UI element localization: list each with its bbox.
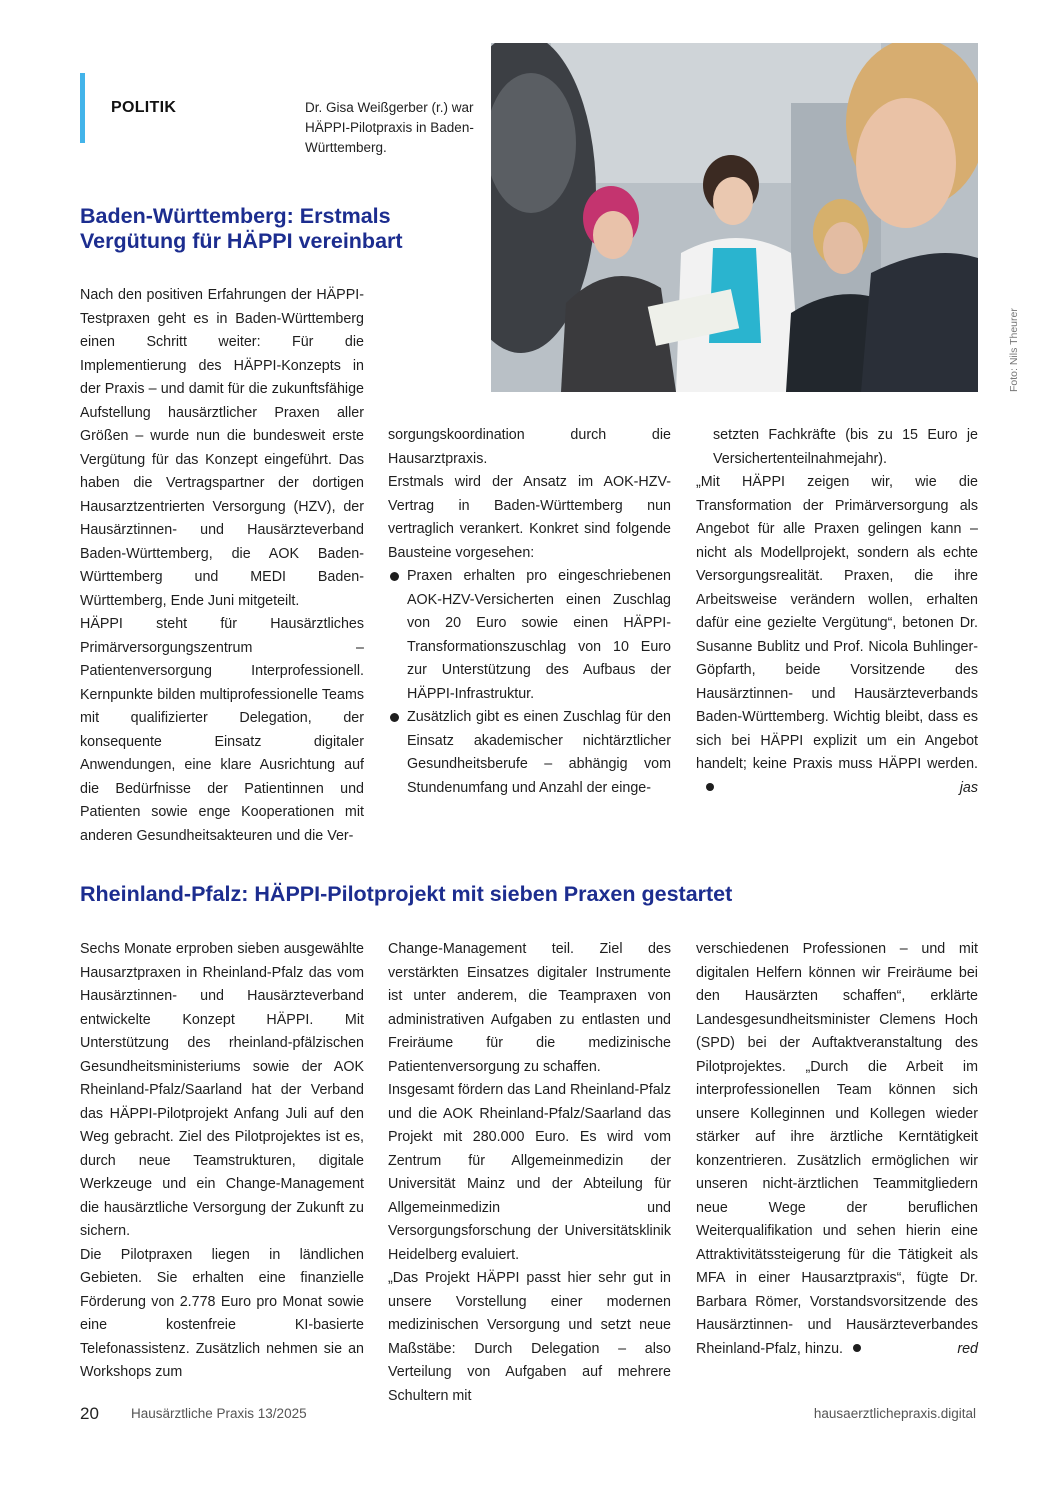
section-label: POLITIK — [111, 99, 177, 116]
website-url[interactable]: hausaerztlichepraxis.digital — [813, 1406, 976, 1421]
article2-column-3 — [696, 938, 978, 1361]
article1-col1-paragraph-2: HÄPPI steht für Hausärztliches Primärversorgungszentrum – Patientenversorgung Interprofessionell. Kernpunkte bilden multiprofessionelle Teams mit qualifizierter Delegation, der konsequente Einsatz digitaler Anwendungen, eine klare Ausrichtung auf die Bedürfnisse der Patientinnen und Patienten sowie enge Kooperationen mit anderen Gesundheitsakteuren und die Ver- — [80, 616, 364, 844]
article1-col2-paragraph-2: Erstmals wird der Ansatz im AOK-HZV-Vertrag in Baden-Württemberg nun vertraglich verankert. Konkret sind folgende Bausteine vorgesehen: — [388, 474, 671, 561]
article1-col3-paragraph-1: setzten Fachkräfte (bis zu 15 Euro je Versichertenteilnahmejahr). — [713, 427, 978, 467]
article1-col1-paragraph-1: Nach den positiven Erfahrungen der HÄPPI-Testpraxen geht es in Baden-Württemberg einen Schritt weiter: Für die Implementierung des HÄPPI-Konzepts in der Praxis – und damit für die zukunftsfähige Aufstellung hausärztlicher Praxen aller Größen – wurde nun die bundesweit erste Vergütung für das Konzept eingeführt. Das haben die Vertragspartner der dortigen Hausarztzentrierten Versorgung (HZV), der Hausärztinnen- und Hausärzteverband Baden-Württemberg, die AOK Baden-Württemberg und MEDI Baden-Württemberg, Ende Juni mitgeteilt. — [80, 287, 364, 609]
article-photo — [491, 43, 978, 392]
magazine-issue: Hausärztliche Praxis 13/2025 — [131, 1406, 307, 1421]
article2-title: Rheinland-Pfalz: HÄPPI-Pilotprojekt mit sieben Praxen gestartet — [80, 882, 733, 906]
list-item: Praxen erhalten pro eingeschriebenen AOK-HZV-Versicherten einen Zuschlag von 20 Euro sowie einen HÄPPI-Transformationszuschlag von 10 Euro zur Unterstützung des Aufbaus der HÄPPI-Infrastruktur. — [388, 565, 671, 706]
article2-col1-paragraph-1: Sechs Monate erproben sieben ausgewählte Hausarztpraxen in Rheinland-Pfalz das vom Hausärztinnen- und Hausärzteverband entwickelte Konzept HÄPPI. Mit Unterstützung des rheinland-pfälzischen Gesundheitsministeriums sowie der AOK Rheinland-Pfalz/Saarland hat der Verband das HÄPPI-Pilotprojekt Anfang Juli auf den Weg gebracht. Ziel des Pilotprojektes ist es, durch neue Teamstrukturen, digitale Werkzeuge und ein Change-Management die hausärztliche Versorgung der Zukunft zu sichern. — [80, 941, 364, 1239]
article1-title-line2: Vergütung für HÄPPI vereinbart — [80, 229, 403, 253]
photo-caption: Dr. Gisa Weißgerber (r.) war HÄPPI-Pilotpraxis in Baden-Württemberg. — [305, 100, 474, 155]
article1-col3-paragraph-2 — [696, 471, 978, 800]
article1-headline — [80, 204, 480, 254]
list-item: Zusätzlich gibt es einen Zuschlag für den Einsatz akademischer nichtärztlicher Gesundheitsberufe – abhängig vom Stundenumfang und Anzahl der einge- — [388, 706, 671, 800]
article1-column-2 — [388, 424, 671, 800]
article2-col2-paragraph-3: „Das Projekt HÄPPI passt hier sehr gut in unsere Vorstellung einer modernen medizinischen Versorgung und setzt neue Maßstäbe: Durch Delegation – also Verteilung von Aufgaben auf mehrere Schultern mit — [388, 1270, 671, 1404]
article1-col2-paragraph-1: sorgungskoordination durch die Hausarztpraxis. — [388, 427, 671, 467]
article2-signature: red — [957, 1340, 978, 1357]
article1-title-line1: Baden-Württemberg: Erstmals — [80, 204, 391, 228]
article1-column-3 — [696, 424, 978, 800]
photo-illustration — [491, 43, 978, 392]
end-mark-icon — [706, 783, 714, 791]
article2-col2-paragraph-2: Insgesamt fördern das Land Rheinland-Pfalz und die AOK Rheinland-Pfalz/Saarland das Projekt mit 280.000 Euro. Es wird vom Zentrum für Allgemeinmedizin der Universität Mainz und der Abteilung für Allgemeinmedizin und Versorgungsforschung der Universitätsklinik Heidelberg evaluiert. — [388, 1082, 671, 1263]
section-accent-bar — [80, 73, 85, 143]
article2-column-2 — [388, 938, 671, 1408]
photo-credit: Foto: Nils Theurer — [1008, 308, 1020, 392]
end-mark-icon — [853, 1344, 861, 1352]
article2-col2-paragraph-1: Change-Management teil. Ziel des verstärkten Einsatzes digitaler Instrumente ist unter anderem, die Teampraxen von administrativen Aufgaben zu entlasten und Freiräume für die medizinische Patientenversorgung zu schaffen. — [388, 941, 671, 1075]
article2-col3-paragraph-1 — [696, 938, 978, 1361]
page-number: 20 — [80, 1404, 99, 1423]
article1-column-1 — [80, 284, 364, 848]
article2-col1-paragraph-2: Die Pilotpraxen liegen in ländlichen Gebieten. Sie erhalten eine finanzielle Förderung von 2.778 Euro pro Monat sowie eine kostenfreie KI-basierte Telefonassistenz. Zusätzlich nehmen sie an Workshops zum — [80, 1246, 364, 1380]
article2-quote-text: verschiedenen Professionen – und mit digitalen Helfern können wir Freiräume bei den Hausärzten schaffen“, erklärte Landesgesundheitsminister Clemens Hoch (SPD) bei der Auftaktveranstaltung des Pilotprojektes. „Durch die Arbeit im interprofessionellen Team können sich unsere Kolleginnen und Kollegen wieder stärker auf ihre ärztliche Kerntätigkeit konzentrieren. Zusätzlich ermöglichen wir unseren nicht-ärztlichen Teammitgliedern neue Wege der beruflichen Weiterqualifikation und sehen hierin eine Attraktivitätssteigerung für die Tätigkeit als MFA in einer Hausarztpraxis“, fügte Dr. Barbara Römer, Vorstandsvorsitzende des Hausärztinnen- und Hausärzteverbandes Rheinland-Pfalz, hinzu. — [696, 941, 978, 1357]
article1-quote-text: „Mit HÄPPI zeigen wir, wie die Transformation der Primärversorgung als Angebot für alle Praxen gelingen kann – nicht als Modellprojekt, sondern als echte Versorgungsrealität. Praxen, die ihre Arbeitsweise verändern wollen, erhalten dafür eine gezielte Vergütung“, betonen Dr. Susanne Bublitz und Prof. Nicola Buhlinger-Göpfarth, beide Vorsitzende des Hausärztinnen- und Hausärzteverbands Baden-Württemberg. Wichtig bleibt, dass es sich bei HÄPPI explizit um ein Angebot handelt; keine Praxis muss HÄPPI werden. — [696, 474, 978, 772]
article2-column-1 — [80, 938, 364, 1385]
article1-bullet-list — [388, 565, 671, 800]
article1-signature: jas — [959, 779, 978, 796]
